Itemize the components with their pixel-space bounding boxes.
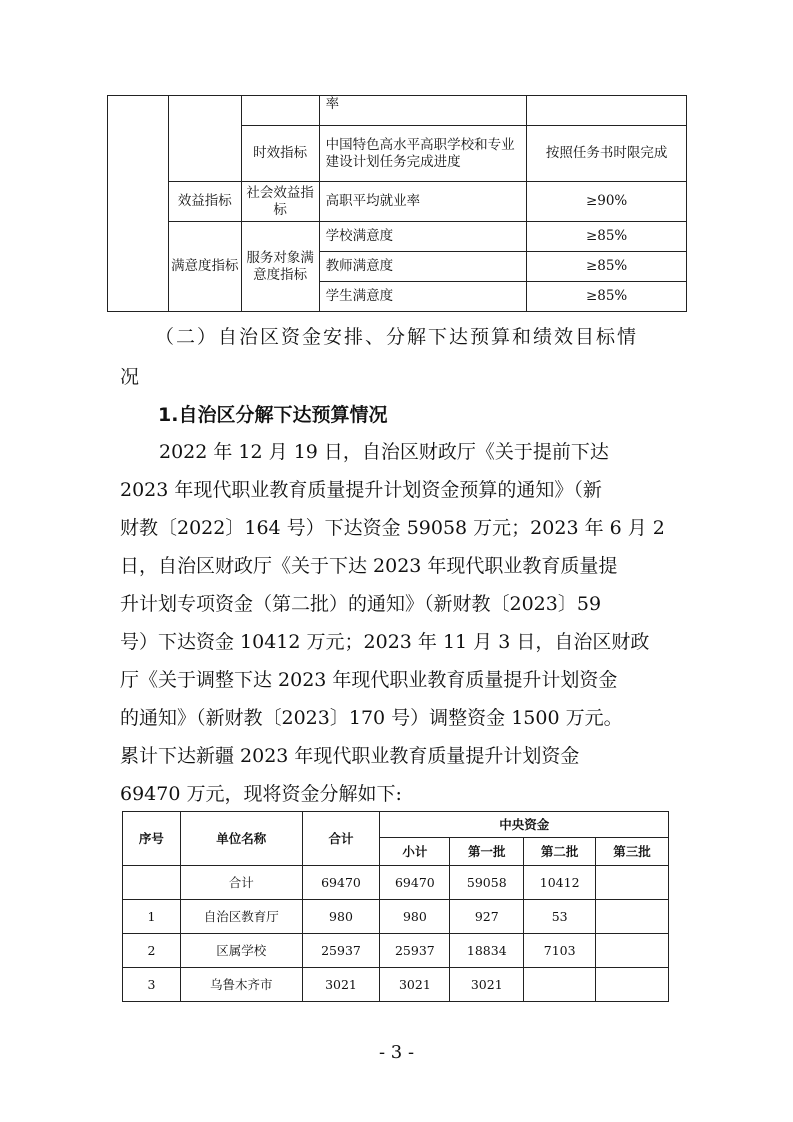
table-cell [108, 96, 169, 312]
cell-index: 1 [123, 900, 181, 934]
table-cell: 中国特色高水平高职学校和专业建设计划任务完成进度 [319, 126, 527, 182]
table-header-row [123, 812, 669, 838]
header-batch1: 第一批 [450, 838, 524, 866]
cell-total: 3021 [302, 968, 380, 1002]
table-cell: 学生满意度 [319, 282, 527, 312]
cell-batch2: 7103 [524, 934, 596, 968]
body-line: 2023 年现代职业教育质量提升计划资金预算的通知》（新 [120, 479, 602, 501]
body-line: 财教〔2022〕164 号）下达资金 59058 万元；2023 年 6 月 2 [120, 517, 665, 539]
section-title-line1: （二）自治区资金安排、分解下达预算和绩效目标情 [155, 326, 639, 348]
cell-index: 3 [123, 968, 181, 1002]
cell-unit: 自治区教育厅 [180, 900, 302, 934]
header-unit: 单位名称 [180, 812, 302, 866]
cell-batch1: 3021 [450, 968, 524, 1002]
table-cell [168, 96, 241, 182]
table-cell: 效益指标 [168, 182, 241, 222]
body-line: 69470 万元，现将资金分解如下: [120, 783, 402, 805]
cell-index [123, 866, 181, 900]
header-central-funds: 中央资金 [380, 812, 669, 838]
table-cell: 教师满意度 [319, 252, 527, 282]
cell-unit: 合计 [180, 866, 302, 900]
header-subtotal: 小计 [380, 838, 450, 866]
table-cell [241, 96, 319, 126]
table-row [108, 222, 687, 252]
body-line: 厅《关于调整下达 2023 年现代职业教育质量提升计划资金 [120, 669, 618, 691]
cell-batch2: 53 [524, 900, 596, 934]
cell-total: 69470 [302, 866, 380, 900]
table-cell: ≥85% [527, 252, 687, 282]
cell-batch2: 10412 [524, 866, 596, 900]
table-cell: 率 [319, 96, 527, 126]
body-line: 日，自治区财政厅《关于下达 2023 年现代职业教育质量提 [120, 555, 618, 577]
table-row [108, 182, 687, 222]
table-row [123, 866, 669, 900]
table-cell: 时效指标 [241, 126, 319, 182]
cell-batch1: 18834 [450, 934, 524, 968]
table-cell: 学校满意度 [319, 222, 527, 252]
header-batch2: 第二批 [524, 838, 596, 866]
subheading: 1.自治区分解下达预算情况 [158, 404, 388, 426]
cell-index: 2 [123, 934, 181, 968]
body-line: 累计下达新疆 2023 年现代职业教育质量提升计划资金 [120, 745, 580, 767]
cell-batch2 [524, 968, 596, 1002]
body-line: 号）下达资金 10412 万元；2023 年 11 月 3 日，自治区财政 [120, 631, 650, 653]
cell-batch1: 59058 [450, 866, 524, 900]
table-cell: ≥85% [527, 222, 687, 252]
table-cell: ≥85% [527, 282, 687, 312]
table-cell: 服务对象满意度指标 [241, 222, 319, 312]
cell-batch3 [596, 866, 669, 900]
table-cell: 满意度指标 [168, 222, 241, 312]
table-row [108, 96, 687, 126]
table-cell: 社会效益指标 [241, 182, 319, 222]
section-title [155, 322, 638, 349]
header-index: 序号 [123, 812, 181, 866]
body-line: 2022 年 12 月 19 日，自治区财政厅《关于提前下达 [159, 441, 609, 463]
cell-subtotal: 25937 [380, 934, 450, 968]
cell-total: 25937 [302, 934, 380, 968]
cell-subtotal: 980 [380, 900, 450, 934]
section-title-line2: 况 [120, 366, 140, 388]
table-cell: 按照任务书时限完成 [527, 126, 687, 182]
table-row [123, 934, 669, 968]
performance-indicator-table [107, 95, 687, 312]
header-batch3: 第三批 [596, 838, 669, 866]
header-total: 合计 [302, 812, 380, 866]
body-line: 升计划专项资金（第二批）的通知》（新财教〔2023〕59 [120, 593, 602, 615]
table-row [123, 900, 669, 934]
cell-batch1: 927 [450, 900, 524, 934]
section-title-continuation [120, 362, 139, 389]
cell-total: 980 [302, 900, 380, 934]
table-cell [527, 96, 687, 126]
cell-subtotal: 3021 [380, 968, 450, 1002]
cell-batch3 [596, 934, 669, 968]
cell-batch3 [596, 968, 669, 1002]
table-row [123, 968, 669, 1002]
table-cell: 高职平均就业率 [319, 182, 527, 222]
cell-unit: 乌鲁木齐市 [180, 968, 302, 1002]
cell-unit: 区属学校 [180, 934, 302, 968]
fund-allocation-table [122, 811, 669, 1002]
cell-batch3 [596, 900, 669, 934]
page-number: - 3 - [378, 1042, 415, 1063]
body-line: 的通知》（新财教〔2023〕170 号）调整资金 1500 万元。 [120, 707, 623, 729]
table-cell: ≥90% [527, 182, 687, 222]
cell-subtotal: 69470 [380, 866, 450, 900]
